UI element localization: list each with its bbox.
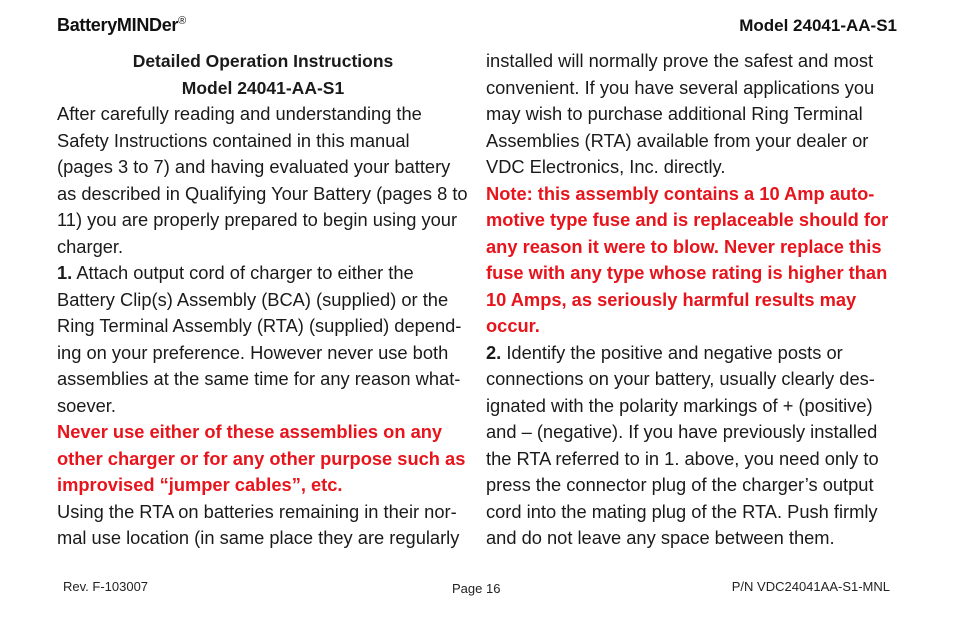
step-1-number: 1. [57,262,73,283]
header-model: Model 24041-AA-S1 [739,16,897,35]
step-2-paragraph [486,340,898,552]
registered-mark: ® [178,15,186,27]
warning-paragraph: Never use either of these assemblies on any other charger or for any other purpose such as improvised “jumper cables”, etc. [57,421,466,495]
continuation-paragraph: installed will normally prove the safest and most convenient. If you have several applications you may wish to purchase additional Ring Terminal Assemblies (RTA) available from your dealer or VDC Electronics, Inc. directly. [486,50,875,177]
continued-paragraph: Using the RTA on batteries remaining in their nor-mal use location (in same place they are regularly [57,500,460,548]
step-1-text: Attach output cord of charger to either the Battery Clip(s) Assembly (BCA) (supplied) or the Ring Terminal Assembly (RTA) (supplied) depend-ing on your preference. However never use both assemblies at the same time for any reason what-soever. [57,262,462,416]
brand-name: BatteryMINDer [57,15,179,35]
brand-logo [57,15,186,36]
section-heading: Detailed Operation Instructions [132,51,394,71]
intro-paragraph: After carefully reading and understanding the Safety Instructions contained in this manual (pages 3 to 7) and having evaluated your battery as described in Qualifying Your Battery (pages 8 to 11) you are properly prepared to begin using your charger. [57,103,468,257]
left-column [57,48,469,552]
footer-page-number: Page 16 [452,581,501,596]
fuse-note-paragraph: Note: this assembly contains a 10 Amp auto-motive type fuse and is replaceable should for any reason it were to blow. Never replace this fuse with any type whose rating is higher than 10 Amps, as seriously harmful results may occur. [486,182,889,336]
step-2-number: 2. [486,341,502,363]
step-2-text: Identify the positive and negative posts or connections on your battery, usually clearly des-ignated with the polarity markings of + (positive) and – (negative). If you have previously installed the RTA referred to in 1. above, you need only to press the connector plug of the charger’s output cord into the mating plug of the RTA. Push firmly and do not leave any space between them. [486,341,879,548]
footer-revision: Rev. F-103007 [63,579,149,594]
step-1-paragraph [57,260,469,419]
footer-part-number: P/N VDC24041AA-S1-MNL [731,579,890,594]
right-column [486,48,898,552]
section-subheading: Model 24041-AA-S1 [181,77,345,98]
